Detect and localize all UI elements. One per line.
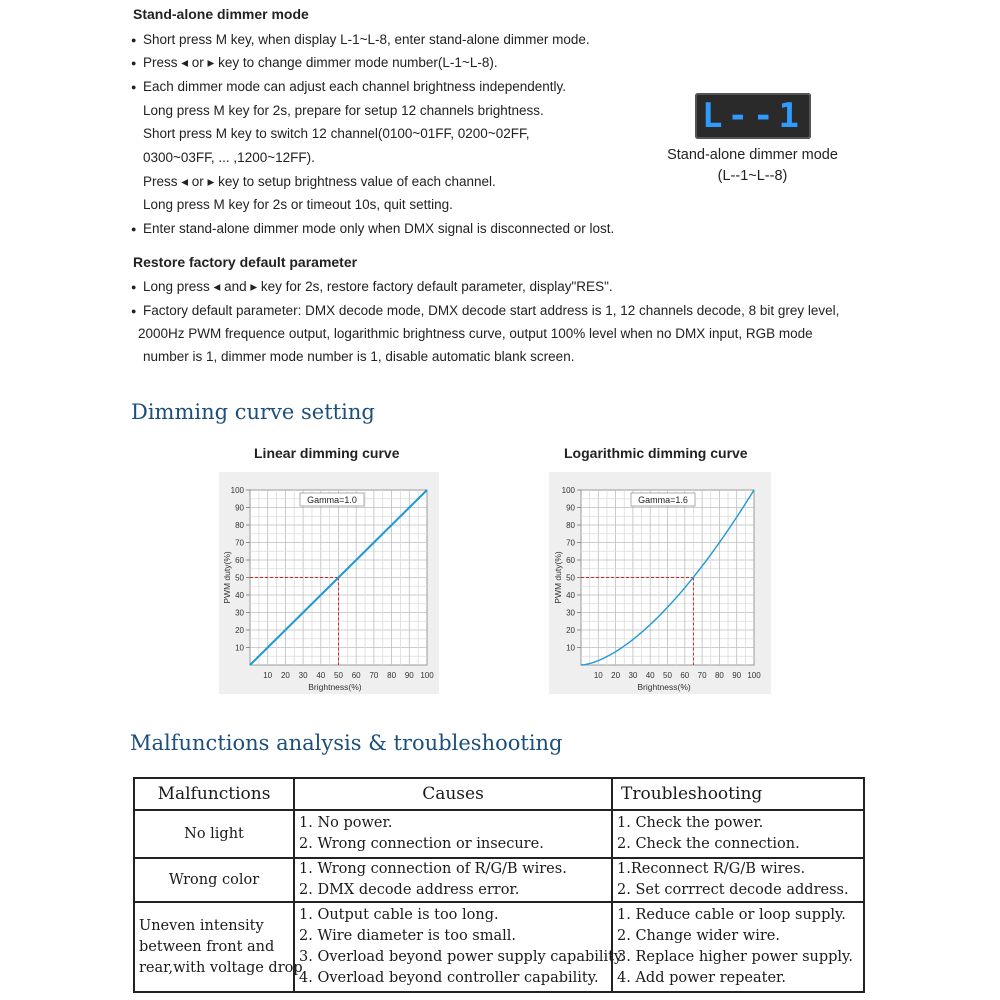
causes-cell [294, 858, 612, 902]
header-causes: Causes [294, 778, 612, 810]
gamma-annotation: Gamma=1.0 [307, 495, 357, 505]
cause-item: 2. Wrong connection or insecure. [299, 836, 544, 852]
restore-line-4: number is 1, dimmer mode number is 1, disable automatic blank screen. [143, 349, 575, 364]
x-axis-label: Brightness(%) [308, 682, 362, 692]
cause-item: 4. Overload beyond controller capability. [299, 970, 599, 986]
x-axis-label: Brightness(%) [637, 682, 691, 692]
y-tick-label: 70 [235, 538, 244, 548]
fix-item: 4. Add power repeater. [617, 970, 787, 986]
malfunction-text: between front and [139, 938, 275, 955]
fix-item: 1. Check the power. [617, 815, 764, 831]
display-caption-2: (L--1~L--8) [717, 168, 788, 184]
y-tick-label: 50 [235, 573, 244, 583]
standalone-line-4: Long press M key for 2s, prepare for setup 12 channels brightness. [143, 103, 544, 118]
standalone-line-6: 0300~03FF, ... ,1200~12FF). [143, 150, 315, 165]
chart-linear-title: Linear dimming curve [254, 445, 400, 461]
y-tick-label: 20 [566, 626, 575, 635]
chart-linear [222, 486, 434, 692]
y-tick-label: 10 [566, 643, 575, 653]
x-tick-label: 80 [714, 671, 724, 680]
header-malfunctions: Malfunctions [134, 778, 294, 810]
malfunction-cell [134, 902, 303, 992]
x-tick-label: 10 [263, 671, 273, 680]
x-tick-label: 60 [680, 671, 690, 680]
display-caption-1: Stand-alone dimmer mode [667, 147, 838, 163]
malfunction-cell [134, 858, 294, 902]
standalone-line-1: ● Short press M key, when display L-1~L-8, enter stand-alone dimmer mode. [143, 32, 590, 47]
x-tick-label: 50 [663, 671, 672, 680]
x-tick-label: 30 [298, 671, 308, 680]
malfunction-text: Wrong color [168, 871, 260, 888]
restore-heading: Restore factory default parameter [133, 254, 358, 270]
y-tick-label: 30 [235, 608, 244, 618]
y-tick-label: 60 [235, 556, 244, 565]
x-tick-label: 100 [747, 671, 761, 680]
x-tick-label: 90 [732, 671, 742, 680]
standalone-line-2: ● Press ◂ or ▸ key to change dimmer mode number(L-1~L-8). [143, 55, 498, 71]
y-tick-label: 50 [566, 573, 575, 583]
y-axis-label: PWM duty(%) [553, 551, 563, 604]
x-tick-label: 100 [420, 671, 434, 680]
y-tick-label: 90 [235, 503, 244, 513]
chart-log [553, 486, 761, 692]
causes-cell [294, 902, 625, 992]
restore-line-3: 2000Hz PWM frequence output, logarithmic brightness curve, output 100% level when no DMX input, RGB mode [138, 326, 813, 341]
header-troubleshooting: Troubleshooting [612, 778, 864, 810]
y-tick-label: 80 [566, 521, 575, 530]
malfunctions-table [133, 777, 865, 993]
malfunction-text: Uneven intensity [139, 917, 264, 934]
malfunction-cell [134, 810, 294, 858]
x-tick-label: 40 [316, 671, 326, 680]
y-tick-label: 20 [235, 626, 244, 635]
causes-cell [294, 810, 612, 858]
x-tick-label: 40 [645, 671, 655, 680]
y-tick-label: 100 [230, 486, 244, 495]
x-tick-label: 60 [351, 671, 361, 680]
x-tick-label: 70 [369, 671, 379, 680]
fix-item: 2. Set corrrect decode address. [617, 882, 849, 898]
x-tick-label: 20 [611, 671, 621, 680]
restore-line-1: ● Long press ◂ and ▸ key for 2s, restore factory default parameter, display"RES". [143, 279, 613, 295]
y-tick-label: 10 [235, 643, 244, 653]
table-row [134, 810, 864, 858]
x-tick-label: 30 [628, 671, 638, 680]
cause-item: 1. Output cable is too long. [299, 907, 499, 923]
y-axis-label: PWM duty(%) [222, 551, 232, 604]
restore-line-2: ● Factory default parameter: DMX decode mode, DMX decode start address is 1, 12 channels decode, 8 bit grey level, [143, 303, 839, 318]
x-tick-label: 70 [697, 671, 707, 680]
cause-item: 2. Wire diameter is too small. [299, 928, 516, 944]
cause-item: 1. Wrong connection of R/G/B wires. [299, 861, 567, 877]
gamma-annotation: Gamma=1.6 [638, 495, 688, 505]
standalone-line-9: ● Enter stand-alone dimmer mode only when DMX signal is disconnected or lost. [143, 221, 614, 236]
standalone-line-5: Short press M key to switch 12 channel(0100~01FF, 0200~02FF, [143, 126, 530, 141]
x-tick-label: 80 [387, 671, 397, 680]
cause-item: 2. DMX decode address error. [299, 882, 520, 898]
standalone-heading: Stand-alone dimmer mode [133, 6, 309, 22]
cause-item: 3. Overload beyond power supply capability. [299, 949, 625, 965]
chart-log-title: Logarithmic dimming curve [564, 445, 748, 461]
y-tick-label: 30 [566, 608, 575, 618]
dimming-section-title: Dimming curve setting [131, 400, 375, 424]
x-tick-label: 20 [280, 671, 290, 680]
table-header-row [134, 778, 864, 810]
fix-item: 2. Check the connection. [617, 836, 800, 852]
standalone-line-7: Press ◂ or ▸ key to setup brightness value of each channel. [143, 174, 496, 189]
fix-item: 1.Reconnect R/G/B wires. [617, 861, 806, 877]
table-row [134, 858, 864, 902]
table-row [134, 902, 864, 992]
cause-item: 1. No power. [299, 815, 393, 831]
y-tick-label: 60 [566, 556, 575, 565]
fixes-cell [612, 858, 864, 902]
x-tick-label: 90 [404, 671, 414, 680]
y-tick-label: 40 [235, 591, 244, 600]
y-tick-label: 90 [566, 503, 575, 513]
y-tick-label: 40 [566, 591, 575, 600]
fixes-cell [612, 902, 864, 992]
y-tick-label: 70 [566, 538, 575, 548]
malfunction-text: No light [184, 825, 244, 842]
fix-item: 2. Change wider wire. [617, 928, 780, 944]
malfunctions-section-title: Malfunctions analysis & troubleshooting [130, 731, 563, 755]
fixes-cell [612, 810, 864, 858]
fix-item: 1. Reduce cable or loop supply. [617, 907, 846, 923]
fix-item: 3. Replace higher power supply. [617, 949, 853, 965]
y-tick-label: 100 [561, 486, 575, 495]
led-display-text: L--1 [702, 96, 804, 136]
malfunction-text: rear,with voltage drop [139, 959, 303, 976]
x-tick-label: 50 [334, 671, 343, 680]
standalone-line-8: Long press M key for 2s or timeout 10s, quit setting. [143, 197, 453, 212]
standalone-line-3: ● Each dimmer mode can adjust each channel brightness independently. [143, 79, 566, 94]
x-tick-label: 10 [593, 671, 603, 680]
y-tick-label: 80 [235, 521, 244, 530]
